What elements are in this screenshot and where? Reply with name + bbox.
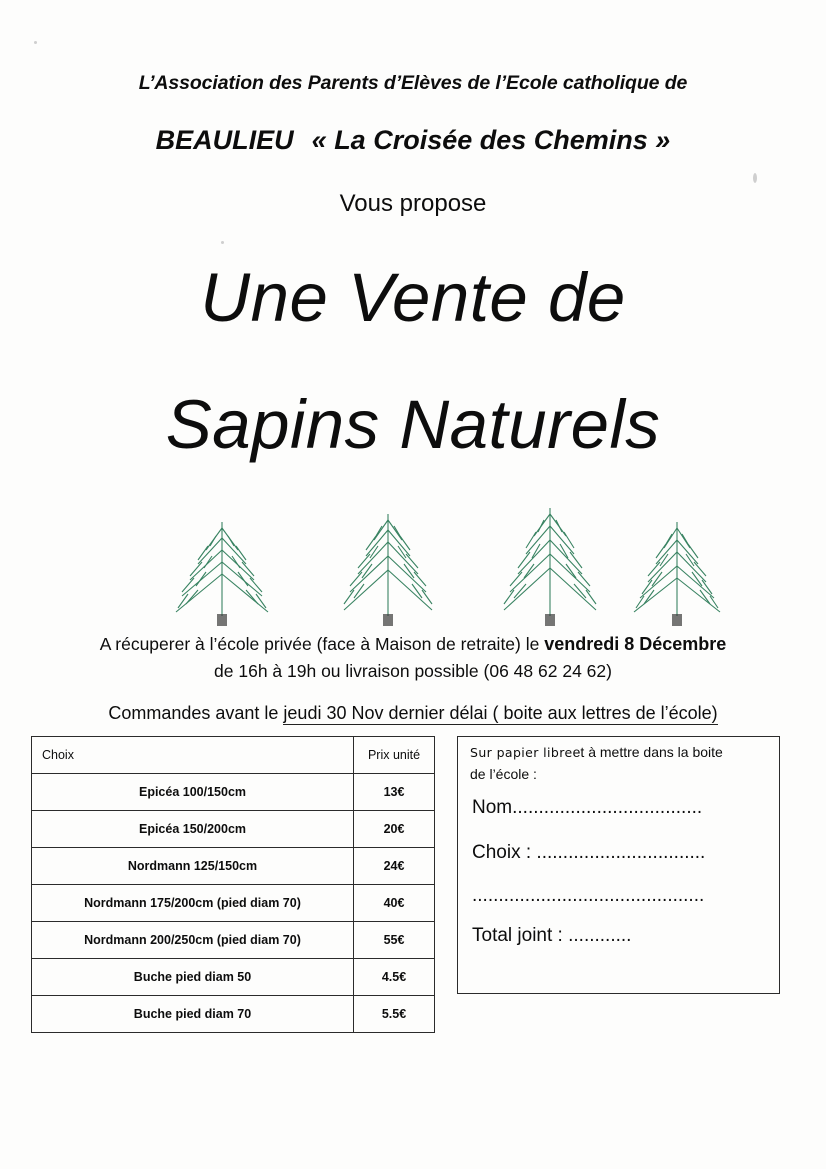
pickup-hours-line: de 16h à 19h ou livraison possible (06 48 62 24 62): [214, 661, 612, 681]
cell-price: 20€: [354, 811, 435, 848]
cell-product: Buche pied diam 70: [32, 996, 354, 1033]
column-header-price: Prix unité: [354, 737, 435, 774]
fir-tree-icon: [486, 506, 614, 628]
fir-tree-icon: [620, 516, 734, 628]
cell-product: Buche pied diam 50: [32, 959, 354, 996]
page-title-line2: Sapins Naturels: [165, 386, 661, 463]
fir-tree-icon: [328, 510, 448, 628]
christmas-trees-illustration: [150, 498, 690, 628]
cell-product: Nordmann 125/150cm: [32, 848, 354, 885]
pickup-date: vendredi 8 Décembre: [544, 634, 727, 654]
handwritten-note: Sur papier libre: [470, 745, 573, 760]
coupon-field-total: Total joint : ............: [472, 925, 632, 946]
cell-price: 24€: [354, 848, 435, 885]
table-row: [32, 885, 435, 922]
table-row: [32, 811, 435, 848]
coupon-instruction-rest: et à mettre dans la boite: [572, 744, 723, 760]
deadline-prefix: Commandes avant le: [108, 703, 284, 723]
cell-price: 40€: [354, 885, 435, 922]
price-table: [31, 736, 435, 1033]
order-coupon-box: [457, 736, 780, 994]
cell-price: 4.5€: [354, 959, 435, 996]
scan-speck: [34, 41, 37, 44]
table-row: [32, 774, 435, 811]
page-title-line1: Une Vente de: [200, 259, 626, 336]
cell-product: Epicéa 150/200cm: [32, 811, 354, 848]
pickup-prefix: A récuperer à l’école privée (face à Maison de retraite) le: [99, 634, 545, 654]
deadline-emphasis: jeudi 30 Nov dernier délai ( boite aux lettres de l’école): [283, 703, 718, 723]
order-deadline-line: [0, 703, 826, 724]
scan-speck: [221, 241, 224, 244]
coupon-field-choice-continuation: ............................................: [472, 885, 705, 906]
pickup-location-line: [0, 634, 826, 655]
school-town: BEAULIEU: [155, 125, 294, 155]
school-motto: « La Croisée des Chemins »: [311, 125, 671, 155]
coupon-field-name: Nom....................................: [472, 797, 703, 818]
coupon-instruction-line1: [470, 744, 723, 760]
cell-price: 5.5€: [354, 996, 435, 1033]
column-header-choice: Choix: [32, 737, 354, 774]
table-row: [32, 996, 435, 1033]
table-row: [32, 959, 435, 996]
table-row: [32, 922, 435, 959]
coupon-instruction-line2: de l’école :: [470, 766, 537, 782]
cell-price: 55€: [354, 922, 435, 959]
fir-tree-icon: [158, 516, 286, 628]
school-name-line: [0, 125, 826, 156]
cell-price: 13€: [354, 774, 435, 811]
cell-product: Nordmann 175/200cm (pied diam 70): [32, 885, 354, 922]
cell-product: Nordmann 200/250cm (pied diam 70): [32, 922, 354, 959]
proposes-line: Vous propose: [339, 190, 487, 217]
table-header-row: [32, 737, 435, 774]
scan-speck: [753, 173, 757, 183]
cell-product: Epicéa 100/150cm: [32, 774, 354, 811]
coupon-field-choice: Choix : ................................: [472, 842, 706, 863]
association-line: L’Association des Parents d’Elèves de l’Ecole catholique de: [138, 72, 688, 94]
table-row: [32, 848, 435, 885]
